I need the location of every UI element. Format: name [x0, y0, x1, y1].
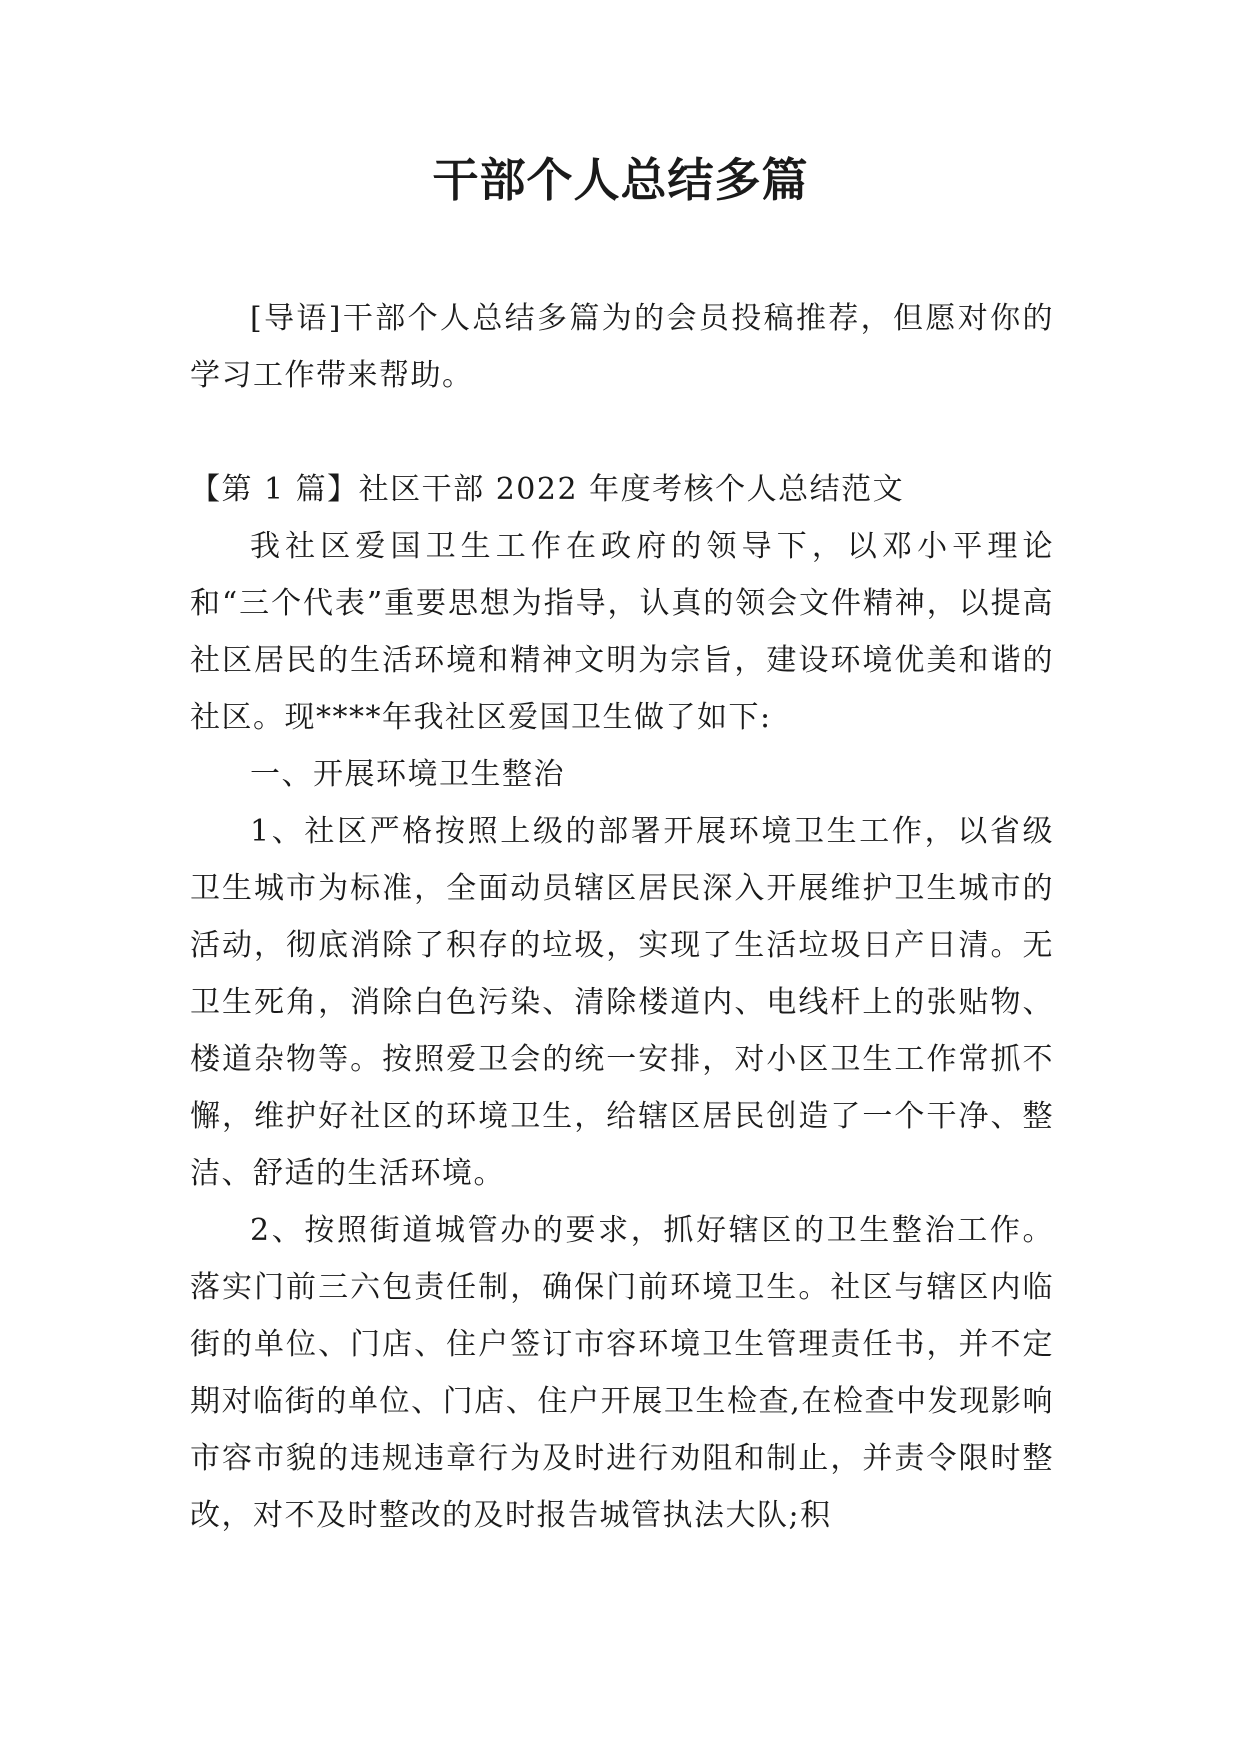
subheading-paragraph: 一、开展环境卫生整治	[250, 757, 565, 792]
section-heading: 【第 1 篇】社区干部 2022 年度考核个人总结范文	[190, 472, 905, 507]
spacer	[190, 404, 1054, 461]
intro-paragraph: [导语]干部个人总结多篇为的会员投稿推荐，但愿对你的学习工作带来帮助。	[190, 301, 1054, 393]
body-paragraph: 2、按照街道城管办的要求，抓好辖区的卫生整治工作。落实门前三六包责任制，确保门前环境卫生。社区与辖区内临街的单位、门店、住户签订市容环境卫生管理责任书，并不定期对临街的单位、门店、住户开展卫生检查,在检查中发现影响市容市貌的违规违章行为及时进行劝阻和制止，并责令限时整改，对不及时整改的及时报告城管执法大队;积	[190, 1213, 1054, 1533]
body-paragraph: 我社区爱国卫生工作在政府的领导下，以邓小平理论和“三个代表”重要思想为指导，认真的领会文件精神，以提高社区居民的生活环境和精神文明为宗旨，建设环境优美和谐的社区。现****年我社区爱国卫生做了如下:	[190, 529, 1054, 735]
body-paragraph: 1、社区严格按照上级的部署开展环境卫生工作，以省级卫生城市为标准，全面动员辖区居民深入开展维护卫生城市的活动，彻底消除了积存的垃圾，实现了生活垃圾日产日清。无卫生死角，消除白色污染、清除楼道内、电线杆上的张贴物、楼道杂物等。按照爱卫会的统一安排，对小区卫生工作常抓不懈，维护好社区的环境卫生，给辖区居民创造了一个干净、整洁、舒适的生活环境。	[190, 814, 1054, 1191]
document-title: 干部个人总结多篇	[432, 153, 809, 207]
document-body	[190, 290, 1054, 1544]
